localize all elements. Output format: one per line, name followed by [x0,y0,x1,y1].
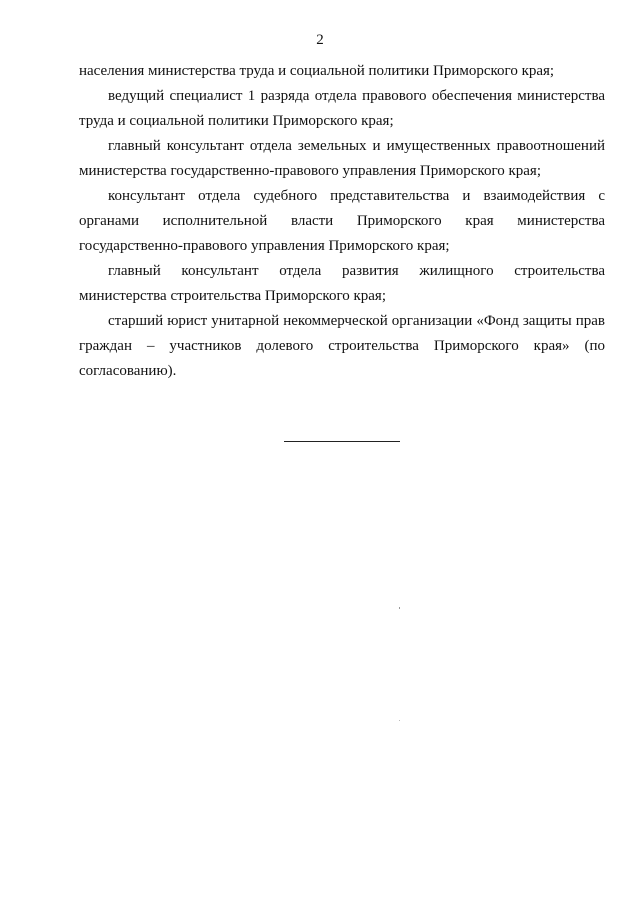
document-body [79,59,605,384]
end-separator-line [284,441,400,442]
scan-speck [399,720,400,721]
paragraph-list-item: старший юрист унитарной некоммерческой организации «Фонд защиты прав граждан – участников долевого строительства Приморского края» (по согласованию). [79,313,605,379]
paragraph-list-item: главный консультант отдела земельных и имущественных правоотношений министерства государственно-правового управления Приморского края; [79,138,605,179]
paragraph-list-item: главный консультант отдела развития жилищного строительства министерства строительства Приморского края; [79,263,605,304]
paragraph-list-item: консультант отдела судебного представительства и взаимодействия с органами исполнительной власти Приморского края министерства государственно-правового управления Приморского края; [79,188,605,254]
scan-speck [399,607,400,609]
paragraph-list-item: ведущий специалист 1 разряда отдела правового обеспечения министерства труда и социальной политики Приморского края; [79,88,605,129]
paragraph-continuation: населения министерства труда и социальной политики Приморского края; [79,63,555,79]
page-number: 2 [316,32,324,48]
